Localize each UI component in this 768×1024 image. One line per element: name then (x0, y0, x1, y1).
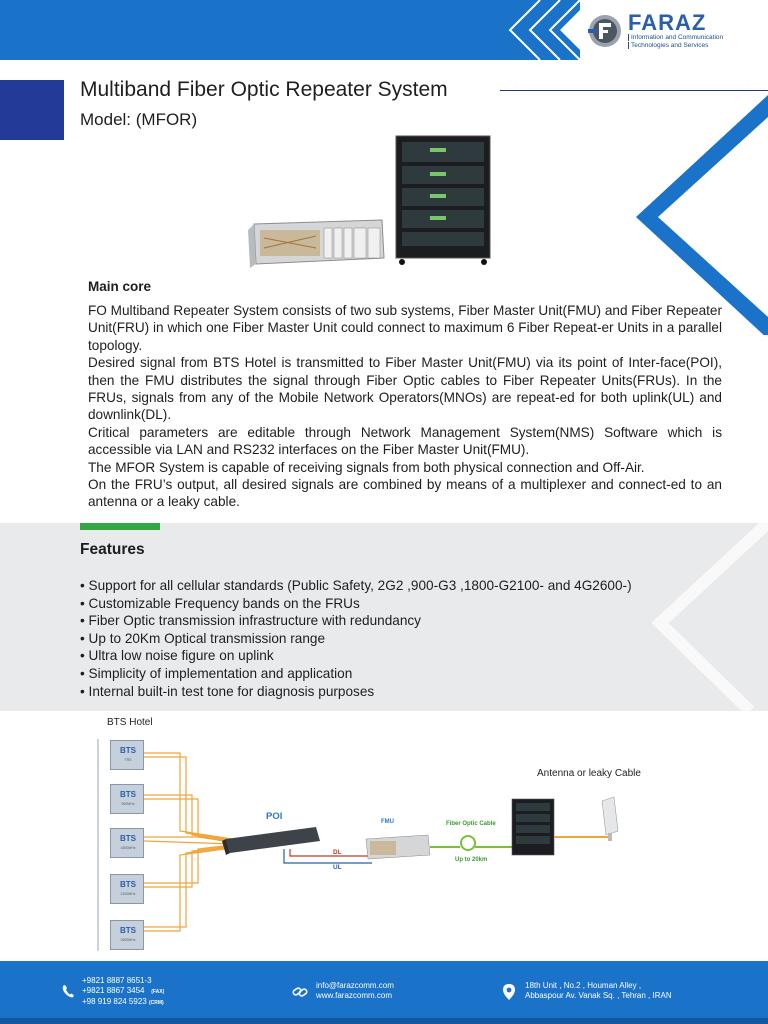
company-logo[interactable] (588, 10, 748, 52)
phone-fax-number: +9821 8867 3454 (82, 986, 145, 995)
bts-box-band: 1800MHz (120, 846, 136, 850)
page-title: Multiband Fiber Optic Repeater System (80, 78, 448, 101)
address-line-2: Abbaspour Av. Vanak Sq. , Tehran , IRAN (525, 991, 672, 1000)
website-link[interactable]: www.farazcomm.com (316, 991, 393, 1000)
logo-mark-icon (588, 14, 622, 48)
features-list (80, 577, 632, 700)
bts-box-label: BTS (120, 880, 136, 889)
phone-main[interactable]: +9821 8887 8651-3 (82, 976, 152, 985)
phone-icon (62, 984, 74, 998)
main-core-body (88, 302, 722, 511)
main-core-paragraph: The MFOR System is capable of receiving signals from both physical connection and Off-Air. (88, 459, 645, 475)
location-icon (503, 984, 515, 1000)
bts-box-band: 2600MHz (120, 938, 136, 942)
dl-label: DL (333, 849, 342, 856)
main-core-paragraph: Desired signal from BTS Hotel is transmitted to Fiber Master Unit(FMU) via its point of Inter-face(POI), then the FMU distributes the signal through Fiber Optic cables to Fiber Repeater Units(FRUs). In the FRUs, signals from any of the Mobile Network Operators(MNOs) are repeat-ed for both uplink(UL) and downlink(DL). (88, 355, 722, 423)
feature-item: • Fiber Optic transmission infrastructure with redundancy (80, 612, 632, 630)
model-label: Model: (MFOR) (80, 110, 198, 129)
poi-label: POI (266, 811, 283, 822)
antenna-label: Antenna or leaky Cable (537, 768, 641, 779)
bts-box-band: TRS (124, 758, 132, 762)
fru-cabinet-image (394, 134, 492, 266)
right-chevron-decoration (628, 95, 768, 335)
brand-tagline-2: Technologies and Services (628, 42, 708, 49)
bts-hotel-label: BTS Hotel (107, 717, 153, 728)
brand-name: FARAZ (628, 10, 707, 35)
left-accent-block (0, 80, 64, 140)
bts-box (110, 920, 144, 950)
bts-box-label: BTS (120, 746, 136, 755)
bts-box-band: 2100MHz (120, 892, 136, 896)
features-heading: Features (80, 541, 145, 558)
range-label: Up to 20km (455, 857, 488, 863)
feature-item: • Ultra low noise figure on uplink (80, 647, 632, 665)
phone-crm-number: +98 919 824 5923 (82, 997, 147, 1006)
fiber-cable-label: Fiber Optic Cable (446, 821, 496, 827)
phone-crm[interactable] (82, 997, 164, 1008)
footer-web (316, 981, 394, 1001)
footer-phones (82, 976, 164, 1008)
feature-item: • Internal built-in test tone for diagnosis purposes (80, 683, 632, 701)
main-core-paragraph: FO Multiband Repeater System consists of two sub systems, Fiber Master Unit(FMU) and Fiber Repeater Unit(FRU) in which one Fiber Master Unit could connect to maximum 6 Fiber Repeat-er Units in a parallel topology. (88, 303, 722, 353)
feature-item: • Support for all cellular standards (Public Safety, 2G2 ,900-G3 ,1800-G2100- and 4G2600-) (80, 577, 632, 595)
title-rule (500, 90, 768, 91)
ul-label: UL (333, 864, 342, 871)
address-line-1: 18th Unit , No.2 , Houman Alley , (525, 981, 642, 990)
phone-fax-tag: (FAX) (151, 989, 165, 995)
feature-item: • Up to 20Km Optical transmission range (80, 630, 632, 648)
main-core-heading: Main core (88, 279, 152, 294)
main-core-paragraph: On the FRU’s output, all desired signals are combined by means of a multiplexer and connect-ed to an antenna or a leaky cable. (88, 477, 722, 510)
bts-box-label: BTS (120, 926, 136, 935)
main-core-paragraph: Critical parameters are editable through Network Management System(NMS) Software which is accessible via LAN and RS232 interfaces on the Fiber Master Unit(FMU). (88, 424, 722, 458)
phone-fax[interactable] (82, 986, 164, 997)
bts-box (110, 874, 144, 904)
bts-box-band: 900MHz (121, 802, 135, 806)
bts-box (110, 828, 144, 858)
footer-address (525, 981, 672, 1001)
phone-crm-tag: (CRM) (148, 1000, 164, 1006)
bts-box-label: BTS (120, 834, 136, 843)
fmu-rack-image (246, 218, 388, 270)
feature-item: • Simplicity of implementation and application (80, 665, 632, 683)
link-icon (292, 985, 308, 999)
bts-box (110, 784, 144, 814)
bts-box-label: BTS (120, 790, 136, 799)
email-link[interactable]: info@farazcomm.com (316, 981, 394, 990)
footer-strip (0, 1018, 768, 1024)
bts-box (110, 740, 144, 770)
fmu-label: FMU (381, 819, 394, 825)
brand-tagline-1: Information and Communication (628, 34, 723, 41)
features-accent-bar (80, 523, 160, 530)
feature-item: • Customizable Frequency bands on the FRUs (80, 595, 632, 613)
